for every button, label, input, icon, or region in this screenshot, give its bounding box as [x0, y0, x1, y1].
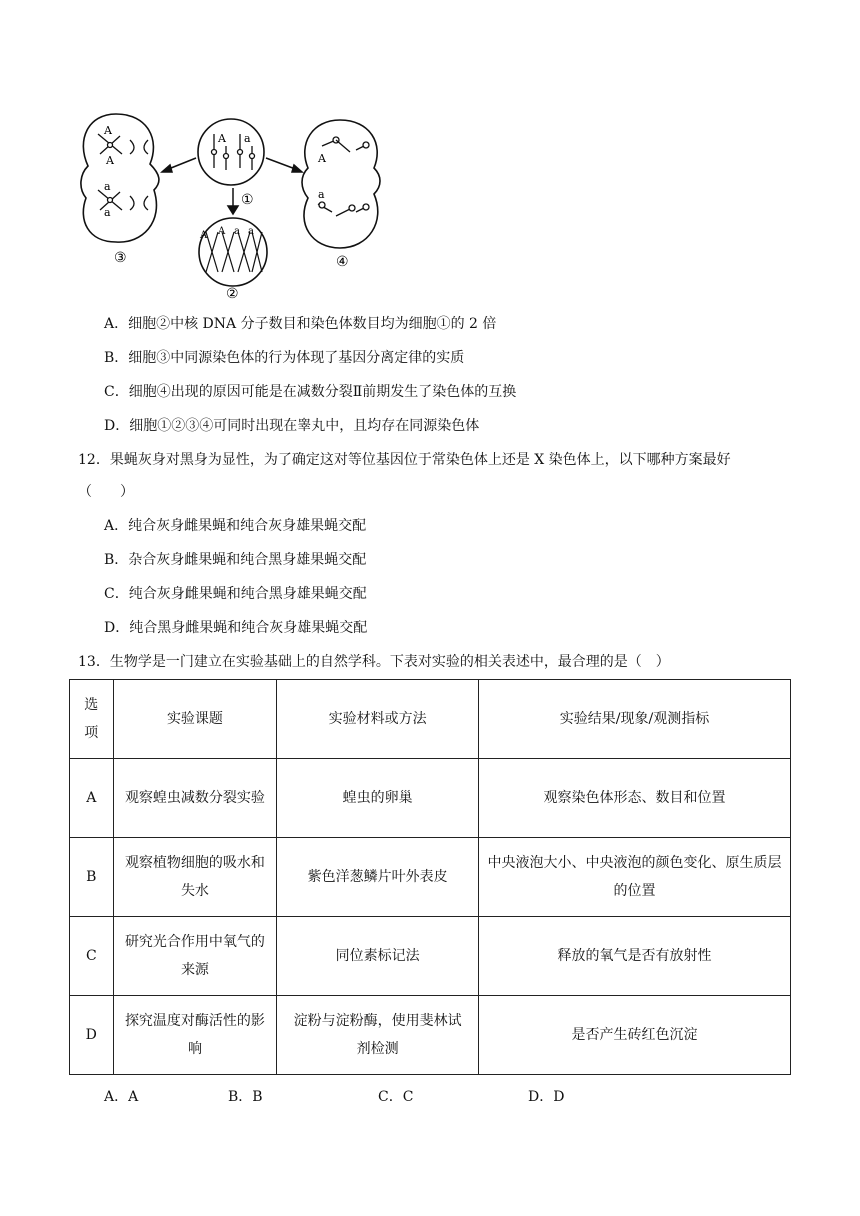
q13-answer-c: C．C — [378, 1089, 414, 1105]
cell-material: 同位素标记法 — [277, 917, 479, 996]
q12-option-a: A．纯合灰身雌果蝇和纯合灰身雄果蝇交配 — [104, 518, 367, 534]
label-a-2b: a — [248, 226, 254, 237]
cell-material: 紫色洋葱鳞片叶外表皮 — [277, 838, 479, 917]
cell-option: B — [70, 838, 114, 917]
table-header-row — [70, 680, 791, 759]
cell-1-outline — [198, 119, 264, 185]
figure-arrows — [162, 158, 302, 214]
q11-option-c: C．细胞④出现的原因可能是在减数分裂Ⅱ前期发生了染色体的互换 — [104, 384, 517, 400]
cell-topic: 观察植物细胞的吸水和失水 — [113, 838, 277, 917]
cell-result: 释放的氧气是否有放射性 — [479, 917, 791, 996]
q12-option-d: D．纯合黑身雌果蝇和纯合灰身雄果蝇交配 — [104, 620, 368, 636]
header-topic: 实验课题 — [113, 680, 277, 759]
cell-4-chromosomes — [318, 137, 369, 216]
cell-topic: 研究光合作用中氧气的来源 — [113, 917, 277, 996]
cell-result: 是否产生砖红色沉淀 — [479, 996, 791, 1075]
cell-4-outline — [302, 120, 380, 248]
label-A-3a: A — [104, 124, 112, 137]
q13-stem: 13．生物学是一门建立在实验基础上的自然学科。下表对实验的相关表述中，最合理的是（ ） — [78, 654, 670, 670]
q13-answer-a: A．A — [104, 1089, 139, 1105]
q11-option-d: D．细胞①②③④可同时出现在睾丸中，且均存在同源染色体 — [104, 418, 480, 434]
experiment-table — [69, 679, 791, 1075]
cell-3-chromosomes — [98, 134, 148, 210]
cell-topic: 观察蝗虫减数分裂实验 — [113, 759, 277, 838]
q12-bracket: （ ） — [78, 484, 134, 500]
label-A-2a: A — [200, 230, 208, 241]
q12-stem: 12．果蝇灰身对黑身为显性，为了确定这对等位基因位于常染色体上还是 X 染色体上，以下哪种方案最好 — [78, 452, 731, 468]
label-A-4: A — [318, 152, 326, 165]
cell-material: 蝗虫的卵巢 — [277, 759, 479, 838]
label-a-3a: a — [104, 180, 111, 193]
label-a-2a: a — [234, 226, 240, 237]
table-row — [70, 996, 791, 1075]
q13-answer-options — [104, 1086, 804, 1106]
q12-option-c: C．纯合灰身雌果蝇和纯合黑身雄果蝇交配 — [104, 586, 367, 602]
cell-label-2: ② — [226, 286, 239, 302]
cell-result: 观察染色体形态、数目和位置 — [479, 759, 791, 838]
cell-division-figure — [78, 112, 398, 302]
cell-material: 淀粉与淀粉酶，使用斐林试剂检测 — [277, 996, 479, 1075]
label-a-4: a — [318, 188, 325, 201]
table-row — [70, 759, 791, 838]
label-a-3b: a — [104, 206, 111, 219]
table-row — [70, 838, 791, 917]
q11-option-a: A．细胞②中核 DNA 分子数目和染色体数目均为细胞①的 2 倍 — [104, 316, 497, 332]
q11-option-b: B．细胞③中同源染色体的行为体现了基因分离定律的实质 — [104, 350, 465, 366]
cell-option: D — [70, 996, 114, 1075]
cell-2-chromosomes — [206, 232, 262, 272]
q12-option-b: B．杂合灰身雌果蝇和纯合黑身雄果蝇交配 — [104, 552, 367, 568]
q13-answer-b: B．B — [228, 1089, 263, 1105]
cell-label-1: ① — [241, 192, 254, 208]
cell-topic: 探究温度对酶活性的影响 — [113, 996, 277, 1075]
cell-3-outline — [81, 114, 159, 242]
header-option: 选项 — [70, 680, 114, 759]
cell-option: C — [70, 917, 114, 996]
table-row — [70, 917, 791, 996]
q13-answer-d: D．D — [528, 1089, 565, 1105]
cell-label-4: ④ — [336, 254, 349, 270]
cell-option: A — [70, 759, 114, 838]
label-A-1: A — [218, 132, 226, 145]
label-A-2b: A — [218, 226, 226, 237]
label-a-1: a — [244, 132, 251, 145]
label-A-3b: A — [106, 154, 114, 167]
header-material: 实验材料或方法 — [277, 680, 479, 759]
cell-result: 中央液泡大小、中央液泡的颜色变化、原生质层的位置 — [479, 838, 791, 917]
header-result: 实验结果/现象/观测指标 — [479, 680, 791, 759]
cell-label-3: ③ — [114, 250, 127, 266]
